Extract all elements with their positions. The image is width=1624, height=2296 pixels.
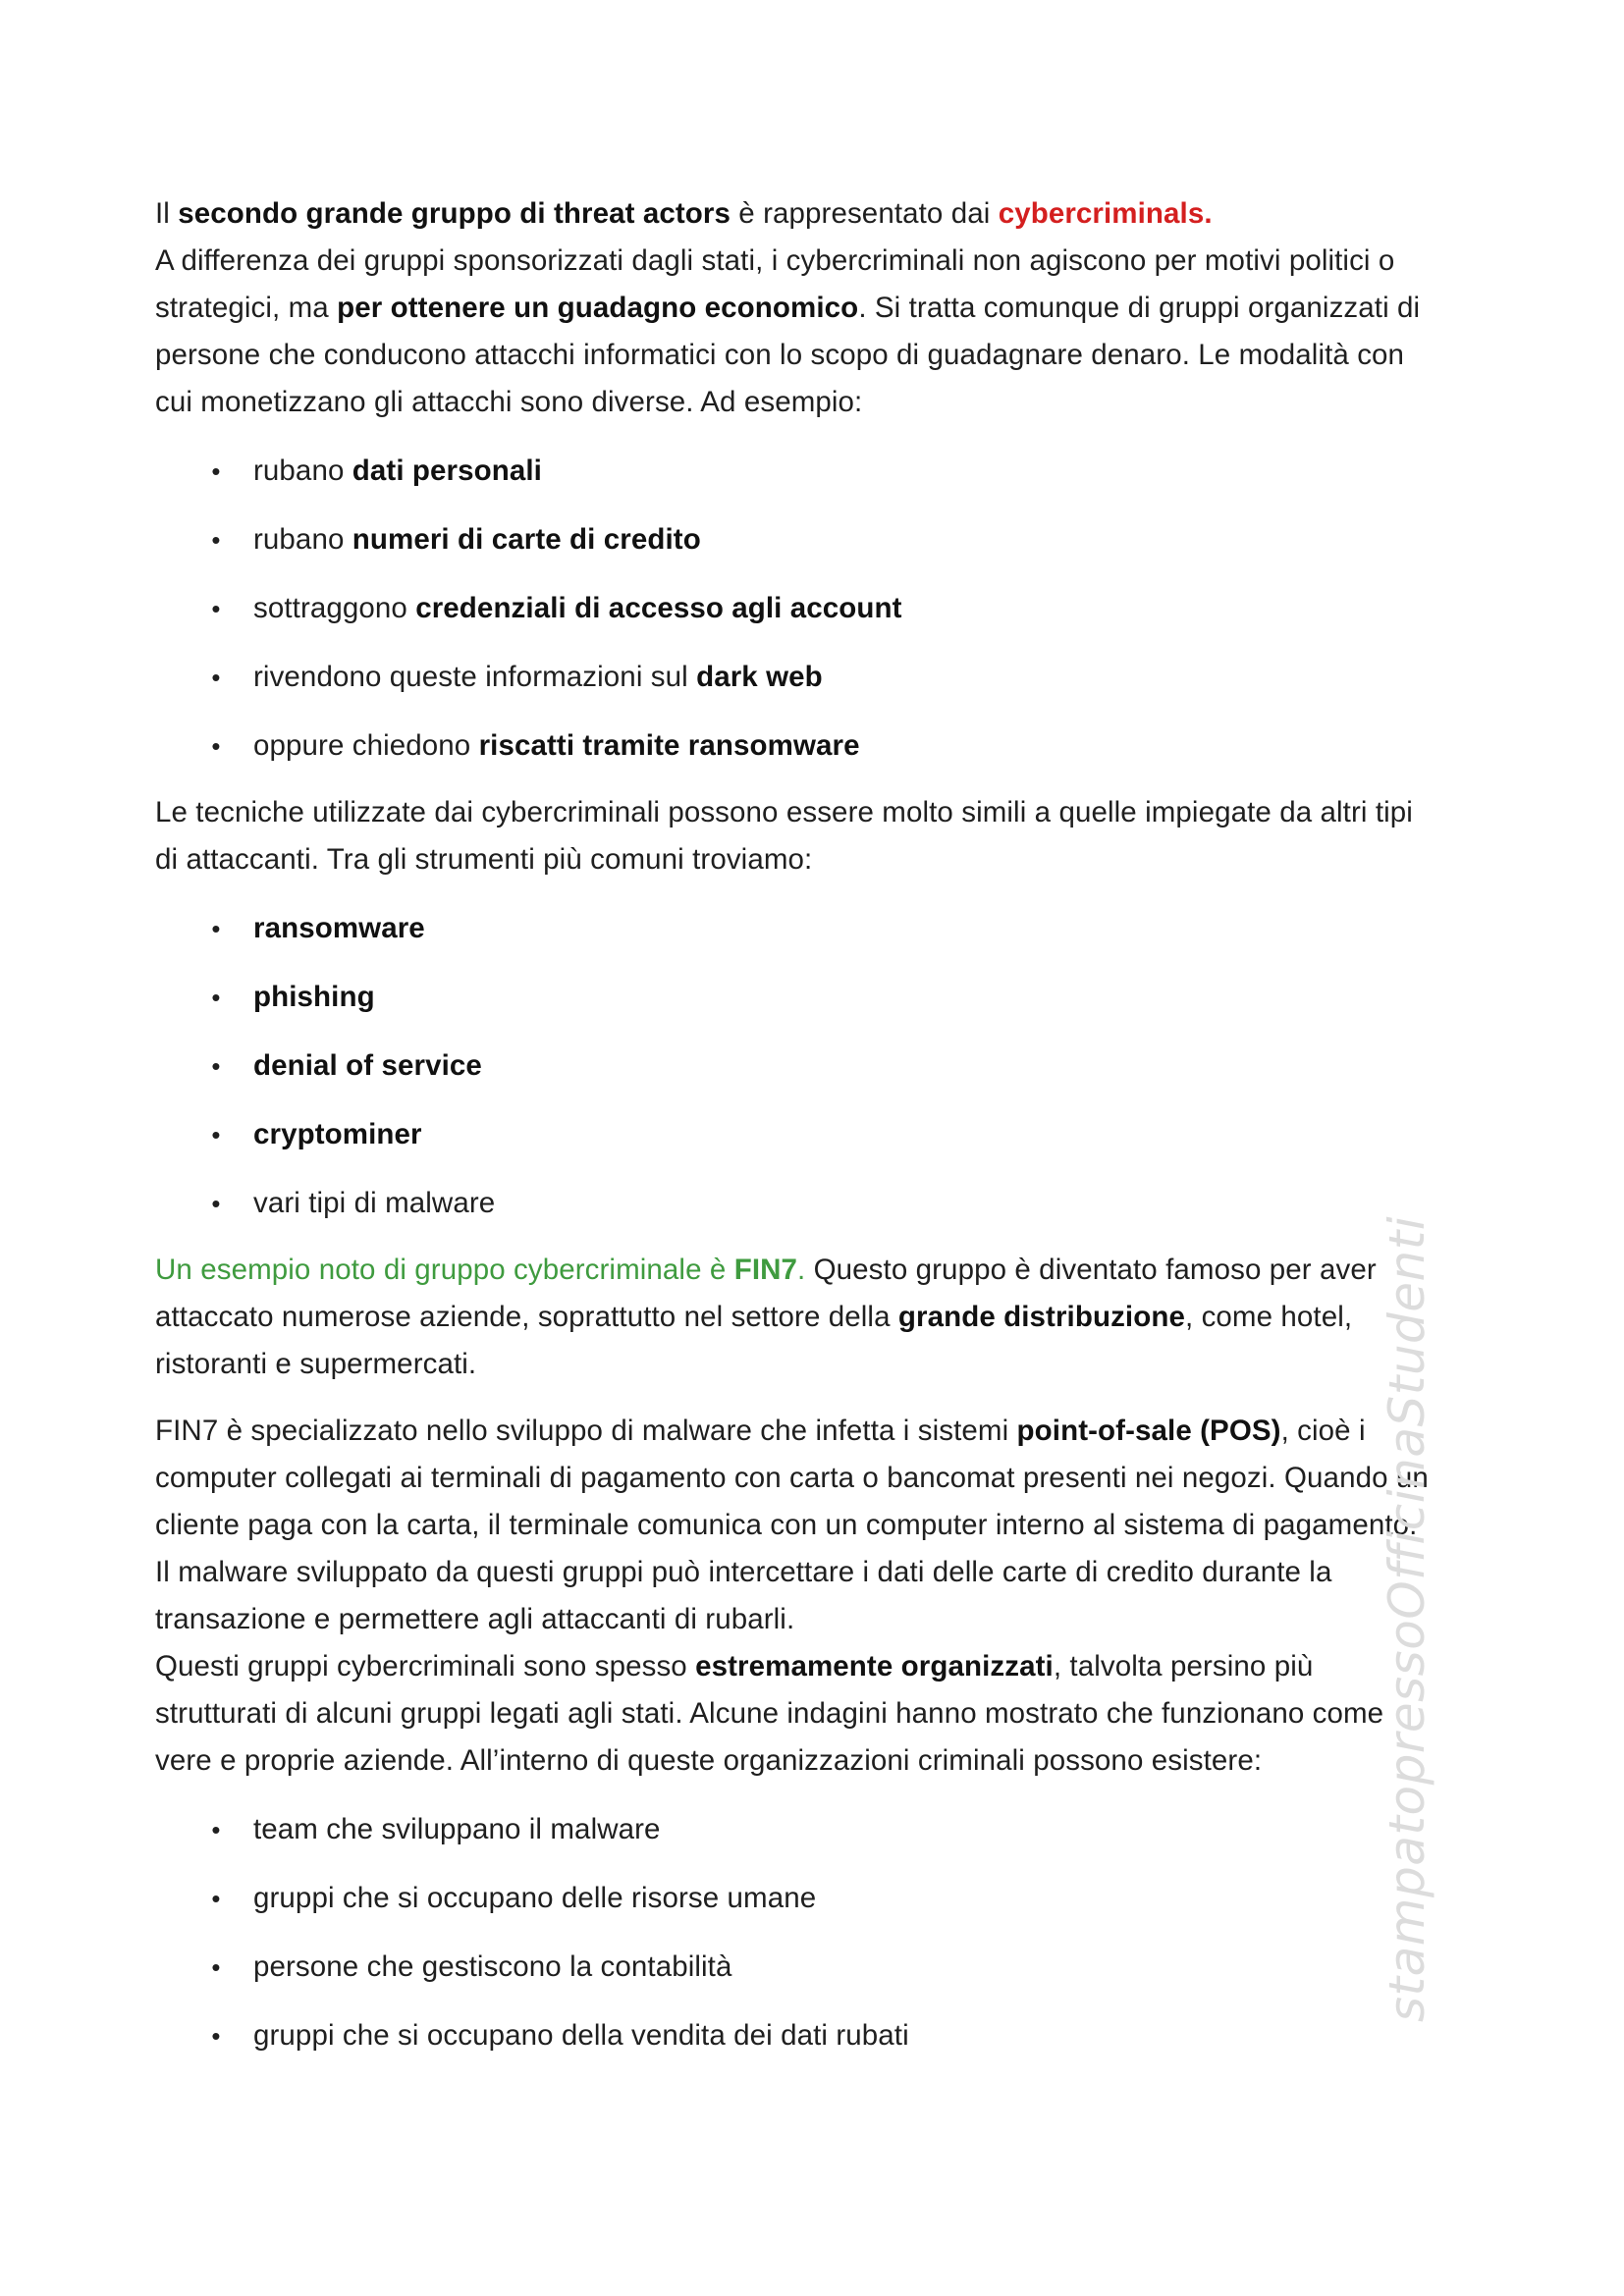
bold-text: point-of-sale (POS) [1016,1415,1281,1447]
bullet-icon: • [211,731,221,761]
text-line [155,1643,1481,1690]
list-item [155,1875,1481,1922]
text-line: transazione e permettere agli attaccanti di rubarli. [155,1603,795,1635]
item-bold-text: credenziali di accesso agli account [415,592,902,624]
text-span: , cioè i [1280,1415,1366,1447]
bullet-icon: • [211,1952,221,1982]
bullet-icon: • [211,1051,221,1081]
item-text: team che sviluppano il malware [253,1813,661,1845]
text-span: strategici, ma [155,292,338,324]
organization-list [155,1806,1481,2059]
list-item [155,1042,1481,1090]
text-line: vere e proprie aziende. All’interno di queste organizzazioni criminali possono esistere: [155,1744,1263,1777]
item-bold-text: cryptominer [253,1118,422,1150]
document-body [155,190,1481,2081]
text-line [155,1247,1481,1294]
text-line: cliente paga con la carta, il terminale comunica con un computer interno al sistema di pagamento. [155,1509,1418,1541]
paragraph-techniques [155,789,1481,883]
text-line: computer collegati ai terminali di pagamento con carta o bancomat presenti nei negozi. Quando un [155,1462,1429,1494]
watermark-text: stampatopressoOfficinaStudenti [1379,1215,1435,2022]
text-line: di attaccanti. Tra gli strumenti più comuni troviamo: [155,843,813,876]
highlight-red-text: cybercriminals. [998,197,1213,230]
item-text: rubano [253,454,352,487]
monetization-list [155,448,1481,770]
tools-list [155,905,1481,1227]
item-text: gruppi che si occupano delle risorse umane [253,1882,817,1914]
list-item [155,1180,1481,1227]
text-line: cui monetizzano gli attacchi sono diverse. Ad esempio: [155,386,863,418]
highlight-green-text: . [797,1254,806,1286]
list-item [155,585,1481,632]
list-item [155,722,1481,770]
text-line: Le tecniche utilizzate dai cybercriminali possono essere molto simili a quelle impiegate da altri tipi [155,796,1413,828]
item-text: oppure chiedono [253,729,479,762]
text-span: attaccato numerose aziende, soprattutto nel settore della [155,1301,898,1333]
list-item [155,1111,1481,1158]
item-bold-text: phishing [253,981,375,1013]
bullet-icon: • [211,1189,221,1218]
item-bold-text: dark web [696,661,823,693]
text-line: persone che conducono attacchi informatici con lo scopo di guadagnare denaro. Le modalità con [155,339,1405,371]
paragraph-fin7 [155,1247,1481,1388]
bullet-icon: • [211,1884,221,1913]
bullet-icon: • [211,914,221,943]
bold-text: per ottenere un guadagno economico [337,292,859,324]
paragraph-pos [155,1408,1481,1785]
bullet-icon: • [211,1815,221,1844]
bullet-icon: • [211,983,221,1012]
list-item [155,905,1481,952]
bullet-icon: • [211,594,221,623]
item-text: gruppi che si occupano della vendita dei dati rubati [253,2019,909,2052]
text-line [155,1294,1481,1341]
bullet-icon: • [211,1120,221,1149]
item-text: persone che gestiscono la contabilità [253,1950,732,1983]
text-span: Questo gruppo è diventato famoso per aver [805,1254,1377,1286]
list-item [155,516,1481,563]
item-text: vari tipi di malware [253,1187,496,1219]
highlight-green-bold-text: FIN7 [733,1254,798,1286]
list-item [155,1806,1481,1853]
item-bold-text: riscatti tramite ransomware [478,729,860,762]
text-line [155,1408,1481,1455]
list-item [155,1944,1481,1991]
bold-text: secondo grande gruppo di threat actors [178,197,731,230]
item-text: rubano [253,523,352,556]
list-item [155,654,1481,701]
text-span: , come hotel, [1184,1301,1353,1333]
bullet-icon: • [211,663,221,692]
text-span: , talvolta persino più [1053,1650,1314,1682]
text-span: . Si tratta comunque di gruppi organizzati di [858,292,1421,324]
paragraph-intro [155,190,1481,426]
item-bold-text: dati personali [352,454,542,487]
item-bold-text: ransomware [253,912,425,944]
highlight-green-text: Un esempio noto di gruppo cybercriminale è [155,1254,734,1286]
item-text: sottraggono [253,592,416,624]
text-span: Il [155,197,179,230]
text-line: A differenza dei gruppi sponsorizzati dagli stati, i cybercriminali non agiscono per motivi politici o [155,244,1395,277]
list-item [155,974,1481,1021]
text-line [155,285,1481,332]
bullet-icon: • [211,525,221,555]
text-span: FIN7 è specializzato nello sviluppo di malware che infetta i sistemi [155,1415,1017,1447]
text-line: ristoranti e supermercati. [155,1348,477,1380]
text-span: è rappresentato dai [730,197,999,230]
text-line: strutturati di alcuni gruppi legati agli stati. Alcune indagini hanno mostrato che funzionano come [155,1697,1384,1730]
list-item [155,448,1481,495]
text-span: Questi gruppi cybercriminali sono spesso [155,1650,696,1682]
list-item [155,2012,1481,2059]
bold-text: grande distribuzione [897,1301,1185,1333]
bullet-icon: • [211,2021,221,2051]
bold-text: estremamente organizzati [695,1650,1054,1682]
item-bold-text: denial of service [253,1049,482,1082]
item-text: rivendono queste informazioni sul [253,661,697,693]
text-line: Il malware sviluppato da questi gruppi può intercettare i dati delle carte di credito durante la [155,1556,1332,1588]
bullet-icon: • [211,456,221,486]
text-line [155,190,1481,238]
item-bold-text: numeri di carte di credito [352,523,701,556]
